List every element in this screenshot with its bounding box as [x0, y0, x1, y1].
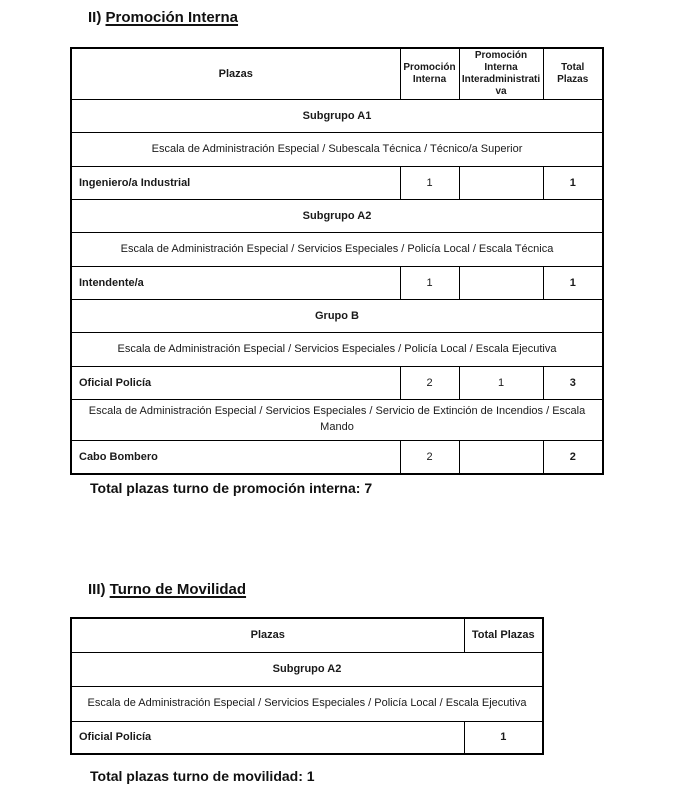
section-heading-promocion-interna — [88, 9, 238, 26]
plaza-label: Cabo Bombero — [71, 441, 400, 474]
group-label: Grupo B — [71, 300, 603, 333]
header-cell-interadministrativa: Promoción Interna Interadministrativa — [459, 48, 543, 100]
data-row-cabo-bombero — [71, 441, 603, 474]
heading-prefix: II) — [88, 9, 106, 26]
heading-title: Promoción Interna — [105, 9, 239, 26]
total-plazas-value: 2 — [543, 441, 603, 474]
plaza-label: Oficial Policía — [71, 367, 400, 400]
scale-row — [71, 333, 603, 367]
scale-row — [71, 400, 603, 441]
turno-movilidad-table — [70, 617, 544, 755]
header-cell-total-plazas: Total Plazas — [464, 618, 543, 652]
total-plazas-promocion-line: Total plazas turno de promoción interna: 7 — [90, 480, 373, 496]
plaza-label: Oficial Policía — [71, 721, 464, 754]
group-label: Subgrupo A1 — [71, 100, 603, 133]
scale-row — [71, 133, 603, 167]
plaza-label: Ingeniero/a Industrial — [71, 167, 400, 200]
interadministrativa-value — [459, 267, 543, 300]
data-row-oficial-policia — [71, 721, 543, 754]
data-row-oficial-policia — [71, 367, 603, 400]
group-row-grupo-b — [71, 300, 603, 333]
scale-row — [71, 233, 603, 267]
total-plazas-value: 1 — [464, 721, 543, 754]
interadministrativa-value: 1 — [459, 367, 543, 400]
heading-prefix: III) — [88, 581, 110, 598]
header-cell-promocion-interna: Promoción Interna — [400, 48, 459, 100]
scale-label: Escala de Administración Especial / Subescala Técnica / Técnico/a Superior — [71, 133, 603, 167]
scale-row — [71, 686, 543, 721]
heading-title: Turno de Movilidad — [109, 581, 247, 598]
header-cell-plazas: Plazas — [71, 48, 400, 100]
data-row-ingeniero-industrial — [71, 167, 603, 200]
scale-label: Escala de Administración Especial / Servicios Especiales / Servicio de Extinción de Incendios / Escala Mando — [71, 400, 603, 441]
promocion-interna-value: 2 — [400, 367, 459, 400]
interadministrativa-value — [459, 167, 543, 200]
scale-label: Escala de Administración Especial / Servicios Especiales / Policía Local / Escala Ejecutiva — [71, 333, 603, 367]
interadministrativa-value — [459, 441, 543, 474]
table-header-row — [71, 618, 543, 652]
total-plazas-value: 1 — [543, 267, 603, 300]
data-row-intendente — [71, 267, 603, 300]
scale-label: Escala de Administración Especial / Servicios Especiales / Policía Local / Escala Ejecutiva — [71, 686, 543, 721]
promocion-interna-value: 1 — [400, 267, 459, 300]
group-label: Subgrupo A2 — [71, 652, 543, 686]
group-row-subgrupo-a2 — [71, 200, 603, 233]
group-row-subgrupo-a1 — [71, 100, 603, 133]
group-row-subgrupo-a2 — [71, 652, 543, 686]
promocion-interna-value: 1 — [400, 167, 459, 200]
group-label: Subgrupo A2 — [71, 200, 603, 233]
scale-label: Escala de Administración Especial / Servicios Especiales / Policía Local / Escala Técnica — [71, 233, 603, 267]
total-plazas-value: 3 — [543, 367, 603, 400]
header-cell-total-plazas: Total Plazas — [543, 48, 603, 100]
total-plazas-value: 1 — [543, 167, 603, 200]
plaza-label: Intendente/a — [71, 267, 400, 300]
total-plazas-movilidad-line: Total plazas turno de movilidad: 1 — [90, 768, 315, 784]
section-heading-turno-movilidad — [88, 581, 246, 598]
promocion-interna-table — [70, 47, 604, 475]
table-header-row — [71, 48, 603, 100]
header-cell-plazas: Plazas — [71, 618, 464, 652]
promocion-interna-value: 2 — [400, 441, 459, 474]
